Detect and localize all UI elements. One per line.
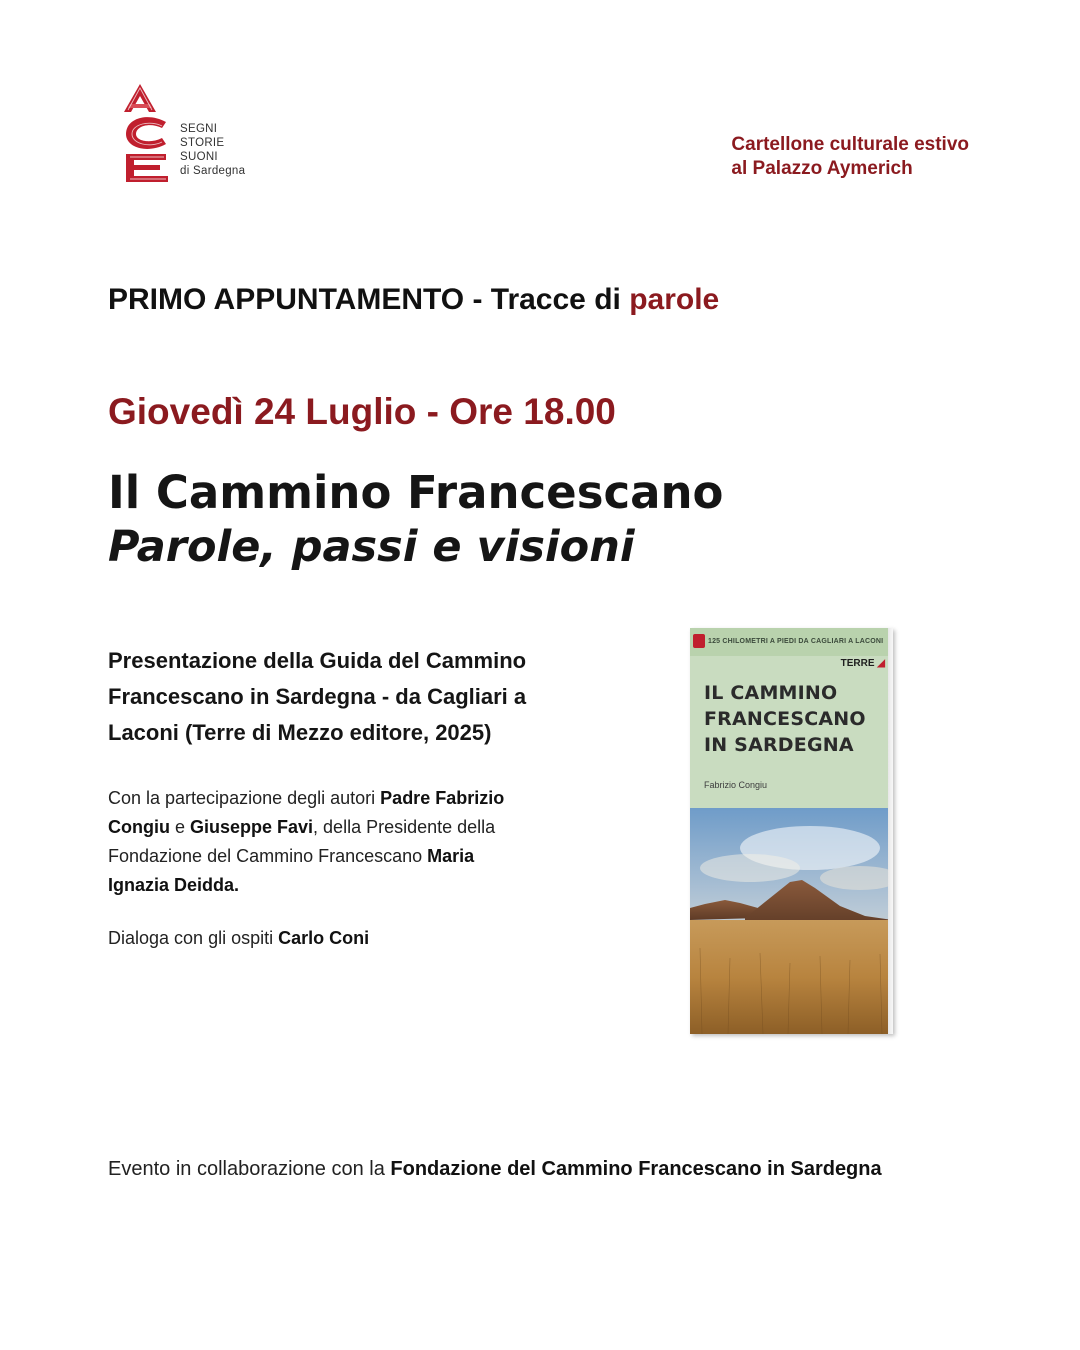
participation-text-2: e — [169, 817, 190, 837]
participation-line-3 — [108, 842, 588, 871]
presentation-line-2: Francescano in Sardegna - da Cagliari a — [108, 684, 527, 709]
participation-line-2 — [108, 813, 588, 842]
president-name-b: Ignazia Deidda. — [108, 875, 240, 895]
logo-line-suoni: SUONI — [180, 151, 218, 163]
book-author: Fabrizio Congiu — [704, 780, 768, 790]
participation-text — [108, 784, 588, 900]
footer-text: Evento in collaborazione con la — [108, 1158, 391, 1180]
event-subtitle: Parole, passi e visioni — [108, 522, 635, 572]
logo-line-storie: STORIE — [180, 137, 225, 149]
book-tagline: 125 CHILOMETRI A PIEDI DA CAGLIARI A LACONI — [708, 638, 884, 645]
moderator-name: Carlo Coni — [278, 928, 370, 948]
appointment-prefix: PRIMO APPUNTAMENTO - Tracce di — [108, 283, 630, 316]
participation-text-1: Con la partecipazione degli autori — [108, 788, 381, 808]
landscape-photo — [690, 808, 893, 1034]
book-title-line-2: FRANCESCANO — [704, 708, 866, 730]
logo-line-sardegna: di Sardegna — [180, 165, 246, 177]
book-publisher — [841, 658, 885, 669]
footer-collaboration — [108, 1154, 882, 1184]
header-line-2: al Palazzo Aymerich — [731, 158, 913, 179]
author-name-1a: Padre Fabrizio — [380, 788, 505, 808]
book-title-line-1: IL CAMMINO — [704, 682, 838, 704]
publisher-name: TERRE — [840, 658, 875, 669]
participation-text-4: Fondazione del Cammino Francescano — [108, 846, 428, 866]
author-name-2: Giuseppe Favi — [190, 817, 314, 837]
book-page-edge — [888, 628, 893, 1034]
book-cover — [690, 628, 893, 1034]
presentation-line-1: Presentazione della Guida del Cammino — [108, 648, 527, 673]
presentation-line-3: Laconi (Terre di Mezzo editore, 2025) — [108, 720, 492, 745]
participation-line-1 — [108, 784, 588, 813]
book-title — [704, 680, 866, 758]
presentation-text — [108, 643, 608, 751]
header-line-1: Cartellone culturale estivo — [731, 134, 969, 155]
publisher-mark: ◢ — [874, 658, 885, 669]
event-title: Il Cammino Francescano — [108, 466, 724, 519]
book-title-line-3: IN SARDEGNA — [704, 734, 854, 756]
logo-line-segni: SEGNI — [180, 123, 218, 135]
logo-tagline — [180, 122, 245, 178]
president-name-a: Maria — [427, 846, 475, 866]
footer-partner: Fondazione del Cammino Francescano in Sardegna — [390, 1158, 882, 1180]
ace-logo-icon — [118, 82, 174, 184]
logo — [118, 82, 258, 187]
participation-text-3: , della Presidente della — [313, 817, 496, 837]
appointment-heading — [108, 282, 719, 318]
event-date: Giovedì 24 Luglio - Ore 18.00 — [108, 391, 616, 432]
walker-icon — [693, 634, 705, 648]
author-name-1b: Congiu — [108, 817, 170, 837]
moderator-text: Dialoga con gli ospiti — [108, 928, 279, 948]
appointment-accent: parole — [629, 283, 720, 316]
header-cartellone — [731, 133, 969, 181]
moderator-line — [108, 924, 369, 953]
participation-line-4 — [108, 871, 588, 900]
